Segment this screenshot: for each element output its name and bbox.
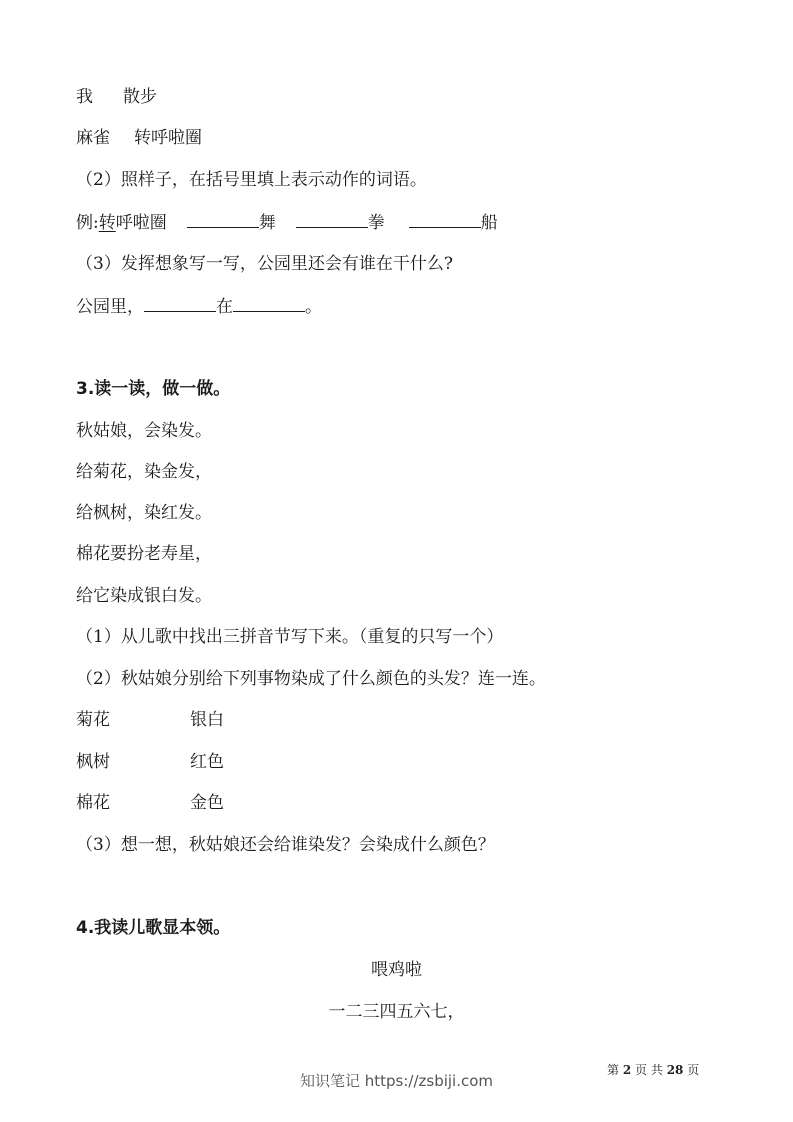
fill-text-a: 公园里， <box>76 297 144 317</box>
answer-blank[interactable] <box>144 295 216 312</box>
row-maque <box>76 127 202 149</box>
question-3-2: （2）秋姑娘分别给下列事物染成了什么颜色的头发？连一连。 <box>76 669 546 689</box>
match-left: 枫树 <box>76 752 110 772</box>
row-wo <box>76 86 157 108</box>
action-text: 转呼啦圈 <box>134 128 202 148</box>
page-mid: 页 共 <box>635 1063 663 1077</box>
page-prefix: 第 <box>607 1063 620 1077</box>
question-2: （2）照样子，在括号里填上表示动作的词语。 <box>76 170 427 190</box>
match-left: 棉花 <box>76 793 110 813</box>
answer-blank[interactable] <box>187 211 259 228</box>
page-total: 28 <box>666 1063 684 1077</box>
poem-line: 棉花要扮老寿星， <box>76 544 212 564</box>
match-row <box>76 709 224 731</box>
poem-line: 一二三四五六七， <box>328 1002 465 1022</box>
match-row <box>76 792 224 814</box>
match-left: 菊花 <box>76 710 110 730</box>
section-4-heading: 4.我读儿歌显本领。 <box>76 918 231 938</box>
match-row <box>76 751 224 773</box>
action-text: 散步 <box>123 87 157 107</box>
subject-text: 麻雀 <box>76 128 110 148</box>
match-right: 红色 <box>190 752 224 772</box>
example-label: 例: <box>76 213 99 233</box>
footer-watermark: 知识笔记 https://zsbiji.com <box>299 1072 494 1090</box>
answer-blank[interactable] <box>409 211 481 228</box>
example-row <box>76 211 498 234</box>
fill-row <box>76 295 322 318</box>
match-right: 银白 <box>190 710 224 730</box>
fill-text-b: 在 <box>216 297 233 317</box>
answer-blank[interactable] <box>233 295 305 312</box>
word-chuan: 船 <box>480 213 498 233</box>
word-wu: 舞 <box>258 213 276 233</box>
poem-line: 给枫树，染红发。 <box>76 503 212 523</box>
question-3-1: （1）从儿歌中找出三拼音节写下来。（重复的只写一个） <box>76 627 504 647</box>
subject-text: 我 <box>76 87 93 107</box>
poem-line: 秋姑娘，会染发。 <box>76 421 212 441</box>
poem-line: 给菊花，染金发， <box>76 462 212 482</box>
question-3-3: （3）想一想，秋姑娘还会给谁染发？会染成什么颜色？ <box>76 835 495 855</box>
example-rest: 呼啦圈 <box>115 213 167 233</box>
match-right: 金色 <box>190 793 224 813</box>
poem-line: 给它染成银白发。 <box>76 586 212 606</box>
fill-text-c: 。 <box>305 297 322 317</box>
answer-blank[interactable] <box>296 211 368 228</box>
example-underlined: 转 <box>98 213 116 233</box>
question-3: （3）发挥想象写一写，公园里还会有谁在干什么? <box>76 254 453 274</box>
poem-title: 喂鸡啦 <box>371 960 422 980</box>
page-current: 2 <box>622 1063 632 1077</box>
page-suffix: 页 <box>687 1063 700 1077</box>
word-quan: 拳 <box>367 213 385 233</box>
section-3-heading: 3.读一读，做一做。 <box>76 379 231 399</box>
